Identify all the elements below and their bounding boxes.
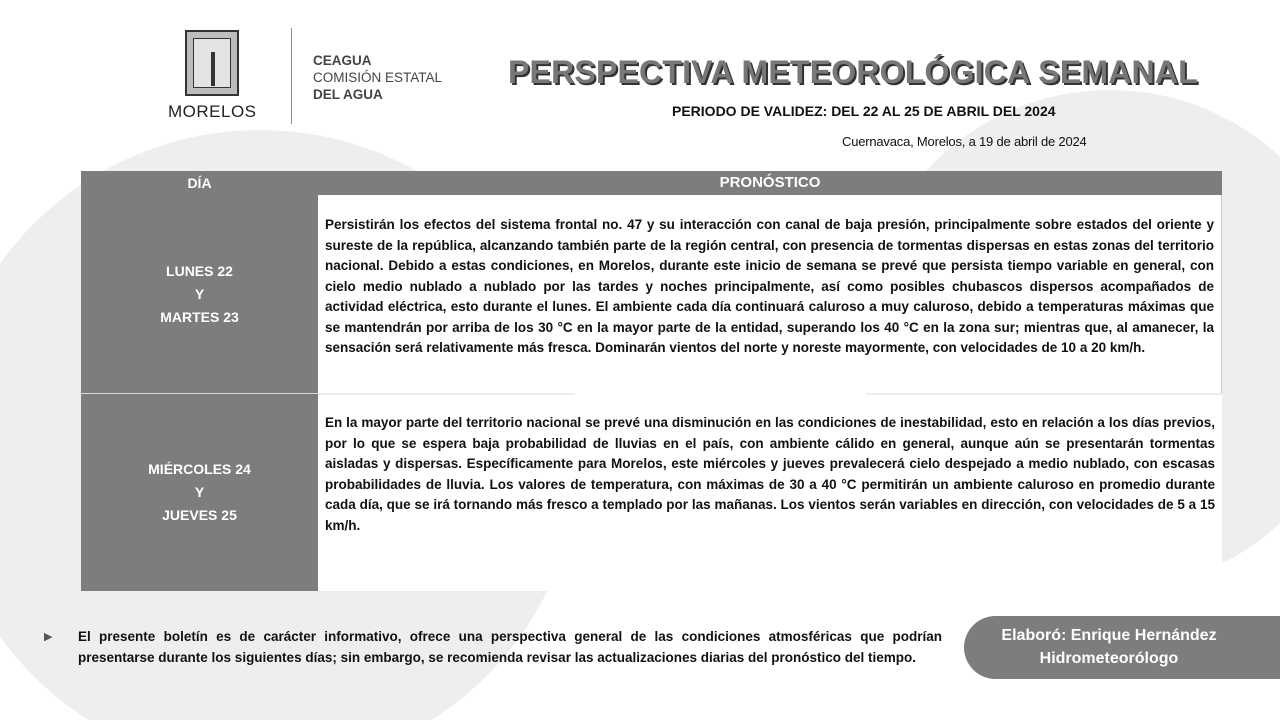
bullet-arrow-icon: ▶ [44, 631, 53, 643]
day-label: MARTES 23 [160, 308, 239, 325]
agency-name-line2: DEL AGUA [313, 87, 383, 102]
forecast-text: Persistirán los efectos del sistema frontal no. 47 y su interacción con canal de baja presión, principalmente sobre estados del oriente y sureste de la república, alcanzando también parte de la región central, con presencia de tormentas dispersas en estas zonas del territorio nacional. Debido a estas condiciones, en Morelos, durante este inicio de semana se prevé que persista tiempo variable en general, con cielo medio nublado a nublado por las tardes y noches principalmente, así como posibles chubascos dispersos acompañados de actividad eléctrica, esto durante el lunes. El ambiente cada día continuará caluroso a muy caluroso, debido a temperaturas máximas que se mantendrán por arriba de los 30 °C en la mayor parte de la entidad, superando los 40 °C en la zona sur; mientras que, al amanecer, la sensación será relativamente más fresca. Dominarán vientos del norte y noreste mayormente, con velocidades de 10 a 20 km/h. [318, 195, 1222, 393]
day-label: LUNES 22 [166, 262, 233, 279]
author-name: Elaboró: Enrique Hernández [1001, 627, 1217, 644]
page-title: PERSPECTIVA METEOROLÓGICA SEMANAL [508, 54, 1198, 90]
state-name: MORELOS [168, 102, 257, 121]
validity-period: PERIODO DE VALIDEZ: DEL 22 AL 25 DE ABRIL DEL 2024 [672, 103, 1056, 119]
logo-divider [291, 28, 292, 124]
day-connector: Y [194, 484, 205, 500]
disclaimer-note: El presente boletín es de carácter informativo, ofrece una perspectiva general de las condiciones atmosféricas que podrían presentarse durante los siguientes días; sin embargo, se recomienda revisar las actualizaciones diarias del pronóstico del tiempo. [78, 629, 942, 665]
day-cell [81, 195, 318, 393]
day-column [81, 171, 318, 591]
author-role: Hidrometeorólogo [1039, 650, 1179, 667]
day-cell [81, 393, 318, 591]
author-badge [964, 616, 1280, 679]
forecast-column-header: PRONÓSTICO [318, 171, 1222, 195]
forecast-text: En la mayor parte del territorio nacional se prevé una disminución en las condiciones de inestabilidad, esto en relación a los días previos, por lo que se espera baja probabilidad de lluvias en el país, con ambiente cálido en general, aunque aún se presentarán tormentas aisladas y dispersas. Específicamente para Morelos, este miércoles y jueves prevalecerá cielo despejado a medio nublado, con escasas probabilidades de lluvia. Los valores de temperatura, con máximas de 30 a 40 °C permitirán un ambiente caluroso en promedio durante cada día, que se irá tornando más fresco a templado por las mañanas. Los vientos serán variables en dirección, con velocidades de 5 a 15 km/h. [318, 395, 1222, 591]
agency-name-line1: COMISIÓN ESTATAL [313, 70, 443, 85]
day-label: MIÉRCOLES 24 [148, 461, 251, 477]
morelos-coat-of-arms-icon [185, 30, 239, 96]
day-connector: Y [194, 285, 205, 302]
issue-place-date: Cuernavaca, Morelos, a 19 de abril de 2024 [842, 134, 1087, 149]
state-logo [168, 30, 258, 122]
agency-acronym: CEAGUA [313, 53, 372, 68]
agency-logo-text [313, 52, 442, 103]
day-label: JUEVES 25 [162, 507, 237, 523]
day-column-header: DÍA [187, 175, 212, 191]
